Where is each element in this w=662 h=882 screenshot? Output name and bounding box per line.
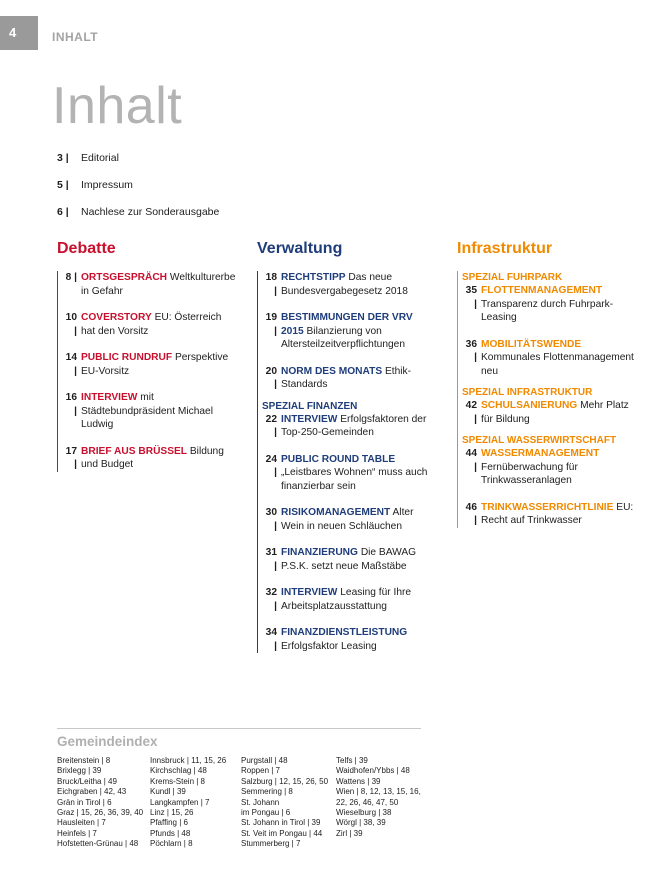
intro-page: 3 |: [57, 152, 69, 164]
entry-page: 14 |: [65, 352, 77, 377]
section-heading: Verwaltung: [257, 240, 343, 257]
entry-keyword: FINANZIERUNG: [281, 547, 358, 558]
toc-entry[interactable]: [262, 626, 437, 653]
index-entry[interactable]: Telfs | 39: [336, 756, 368, 765]
intro-title: Nachlese zur Sonderausgabe: [81, 206, 220, 218]
index-entry[interactable]: Graz | 15, 26, 36, 39, 40: [57, 808, 144, 818]
entry-page: 8 |: [65, 272, 77, 283]
toc-entry[interactable]: [62, 311, 237, 338]
intro-item[interactable]: [57, 152, 219, 165]
entry-keyword: TRINKWASSERRICHTLINIE: [481, 501, 614, 513]
entry-page: 42 |: [465, 400, 477, 425]
index-column: [150, 756, 226, 850]
index-entry[interactable]: Linz | 15, 26: [150, 808, 194, 818]
entry-page: 17 |: [65, 445, 77, 470]
index-entry[interactable]: Hofstetten-Grünau | 48: [57, 839, 139, 849]
entry-page: 35 |: [465, 285, 477, 310]
entry-page: 30 |: [265, 507, 277, 532]
intro-list: [57, 152, 219, 233]
toc-entry[interactable]: [462, 284, 637, 325]
index-entry[interactable]: im Pongau | 6: [241, 808, 291, 818]
intro-item[interactable]: [57, 206, 219, 219]
section-verwaltung: [257, 240, 437, 653]
index-entry[interactable]: Wieselburg | 38: [336, 808, 392, 818]
section-entries: [457, 271, 637, 528]
index-entry[interactable]: Roppen | 7: [241, 766, 280, 776]
toc-entry[interactable]: [262, 413, 437, 440]
intro-page: 5 |: [57, 179, 69, 191]
entry-title: Perspektive EU-Vorsitz: [81, 352, 229, 377]
index-column: [57, 756, 143, 850]
index-entry[interactable]: St. Johann in Tirol | 39: [241, 818, 321, 828]
entry-title: mit Städtebundpräsident Michael Ludwig: [81, 392, 213, 430]
index-entry[interactable]: Pfaffing | 6: [150, 818, 188, 828]
section-heading: Debatte: [57, 240, 116, 257]
toc-entry[interactable]: [462, 338, 637, 379]
entry-keyword: PUBLIC RUNDRUF: [81, 352, 173, 363]
toc-entry[interactable]: [262, 453, 437, 494]
toc-entry[interactable]: [462, 447, 637, 488]
index-entry[interactable]: St. Veit im Pongau | 44: [241, 828, 323, 838]
entry-keyword: BRIEF AUS BRÜSSEL: [81, 445, 188, 457]
special-heading: SPEZIAL FINANZEN: [262, 400, 358, 412]
entry-title: Alter Wein in neuen Schläuchen: [281, 507, 414, 532]
index-entry[interactable]: Grän in Tirol | 6: [57, 797, 112, 807]
section-label: INHALT: [52, 30, 99, 44]
entry-page: 46 |: [465, 501, 477, 526]
entry-page: 16 |: [65, 392, 77, 417]
toc-entry[interactable]: [262, 271, 437, 298]
toc-entry[interactable]: [62, 445, 237, 472]
toc-entry[interactable]: [462, 399, 637, 426]
entry-page: 32 |: [265, 587, 277, 612]
index-entry[interactable]: Kirchschlag | 48: [150, 766, 207, 776]
toc-entry[interactable]: [262, 586, 437, 613]
entry-title: Bildung und Budget: [81, 445, 224, 470]
entry-keyword: INTERVIEW: [81, 392, 138, 403]
entry-keyword: ORTSGESPRÄCH: [81, 272, 168, 283]
entry-title: Erfolgsfaktoren der Top-250-Gemeinden: [281, 413, 427, 438]
index-entry[interactable]: Eichgraben | 42, 43: [57, 787, 127, 797]
index-entry[interactable]: Salzburg | 12, 15, 26, 50: [241, 776, 329, 786]
entry-page: 24 |: [265, 453, 277, 478]
index-entry[interactable]: Hausleiten | 7: [57, 818, 106, 828]
index-entry[interactable]: Wörgl | 38, 39: [336, 818, 386, 828]
entry-keyword: NORM DES MONATS: [281, 365, 383, 377]
index-entry[interactable]: Stummerberg | 7: [241, 839, 301, 849]
entry-keyword: COVERSTORY: [81, 312, 152, 323]
page-title: Inhalt: [52, 77, 183, 135]
index-entry[interactable]: Langkampfen | 7: [150, 797, 210, 807]
index-entry[interactable]: Bruck/Leitha | 49: [57, 776, 117, 786]
entry-page: 36 |: [465, 338, 477, 363]
index-entry[interactable]: Brixlegg | 39: [57, 766, 102, 776]
index-entry[interactable]: 22, 26, 46, 47, 50: [336, 797, 399, 807]
entry-page: 19 |: [265, 312, 277, 337]
index-entry[interactable]: Krems-Stein | 8: [150, 776, 205, 786]
intro-page: 6 |: [57, 206, 69, 218]
entry-keyword: FINANZDIENSTLEISTUNG: [281, 627, 408, 638]
entry-keyword: INTERVIEW: [281, 587, 338, 598]
section-entries: [257, 271, 437, 653]
page-number: 4: [0, 16, 38, 50]
entry-page: 22 |: [265, 413, 277, 438]
index-column: [336, 756, 421, 839]
entry-page: 31 |: [265, 547, 277, 572]
entry-title: Transparenz durch Fuhrpark-Leasing: [481, 298, 614, 323]
toc-entry[interactable]: [262, 546, 437, 573]
index-entry[interactable]: Purgstall | 48: [241, 756, 288, 765]
intro-item[interactable]: [57, 179, 219, 192]
index-entry[interactable]: Kundl | 39: [150, 787, 186, 797]
toc-entry[interactable]: [262, 365, 437, 392]
entry-title: Das neue Bundesvergabegesetz 2018: [281, 272, 408, 297]
entry-title: „Leistbares Wohnen“ muss auch finanzierbar sein: [281, 467, 428, 492]
entry-title: Mehr Platz für Bildung: [481, 400, 629, 425]
index-entry[interactable]: Pöchlarn | 8: [150, 839, 193, 849]
index-heading: Gemeindeindex: [57, 734, 158, 749]
toc-entry[interactable]: [62, 391, 237, 432]
entry-page: 10 |: [65, 312, 77, 337]
entry-title: Leasing für Ihre Arbeitsplatzausstattung: [281, 587, 412, 612]
entry-title: Bilanzierung von Altersteilzeitverpflichtungen: [281, 325, 406, 350]
entry-page: 20 |: [265, 365, 277, 390]
toc-entry[interactable]: [62, 351, 237, 378]
index-entry[interactable]: Wien | 8, 12, 13, 15, 16,: [336, 787, 421, 797]
section-entries: [57, 271, 237, 472]
entry-keyword: RECHTSTIPP: [281, 272, 346, 283]
index-entry[interactable]: Heinfels | 7: [57, 828, 97, 838]
toc-entry[interactable]: [262, 311, 437, 352]
intro-title: Impressum: [81, 179, 133, 191]
entry-title: Die BAWAG P.S.K. setzt neue Maßstäbe: [281, 547, 417, 572]
special-heading: SPEZIAL FUHRPARK: [462, 272, 563, 283]
toc-entry[interactable]: [462, 501, 637, 528]
entry-keyword: FLOTTENMANAGEMENT: [481, 285, 603, 296]
index-entry[interactable]: Waidhofen/Ybbs | 48: [336, 766, 410, 776]
entry-title: EU: Österreich hat den Vorsitz: [81, 312, 222, 337]
entry-keyword: MOBILITÄTSWENDE: [481, 338, 582, 350]
section-debatte: [57, 240, 237, 472]
special-heading: SPEZIAL INFRASTRUKTUR: [462, 387, 593, 398]
entry-keyword: SCHULSANIERUNG: [481, 400, 578, 411]
special-heading: SPEZIAL WASSERWIRTSCHAFT: [462, 435, 617, 446]
index-divider: [57, 728, 421, 729]
toc-entry[interactable]: [62, 271, 237, 298]
entry-keyword: BESTIMMUNGEN DER VRV 2015: [281, 312, 413, 337]
entry-title: Kommunales Flottenmanagement neu: [481, 352, 634, 377]
entry-title: EU: Recht auf Trinkwasser: [481, 501, 634, 526]
entry-keyword: INTERVIEW: [281, 413, 338, 425]
entry-page: 18 |: [265, 272, 277, 297]
index-entry[interactable]: Breitenstein | 8: [57, 756, 111, 765]
index-entry[interactable]: Zirl | 39: [336, 828, 363, 838]
entry-title: Erfolgsfaktor Leasing: [281, 640, 377, 652]
index-entry[interactable]: Semmering | 8: [241, 787, 293, 797]
toc-entry[interactable]: [262, 506, 437, 533]
entry-keyword: RISIKOMANAGEMENT: [281, 507, 391, 518]
index-entry[interactable]: Pfunds | 48: [150, 828, 191, 838]
entry-page: 34 |: [265, 627, 277, 652]
index-entry[interactable]: St. Johann: [241, 797, 280, 807]
entry-page: 44 |: [465, 448, 477, 473]
index-column: [241, 756, 328, 850]
entry-title: Ethik-Standards: [281, 365, 412, 390]
entry-title: Weltkulturerbe in Gefahr: [81, 272, 236, 297]
index-entry[interactable]: Wattens | 39: [336, 776, 381, 786]
intro-title: Editorial: [81, 152, 119, 164]
entry-keyword: PUBLIC ROUND TABLE: [281, 453, 396, 465]
entry-keyword: WASSERMANAGEMENT: [481, 448, 600, 459]
section-infrastruktur: [457, 240, 637, 528]
entry-title: Fernüberwachung für Trinkwasseranlagen: [481, 461, 578, 486]
section-heading: Infrastruktur: [457, 240, 553, 257]
index-entry[interactable]: Innsbruck | 11, 15, 26: [150, 756, 227, 765]
